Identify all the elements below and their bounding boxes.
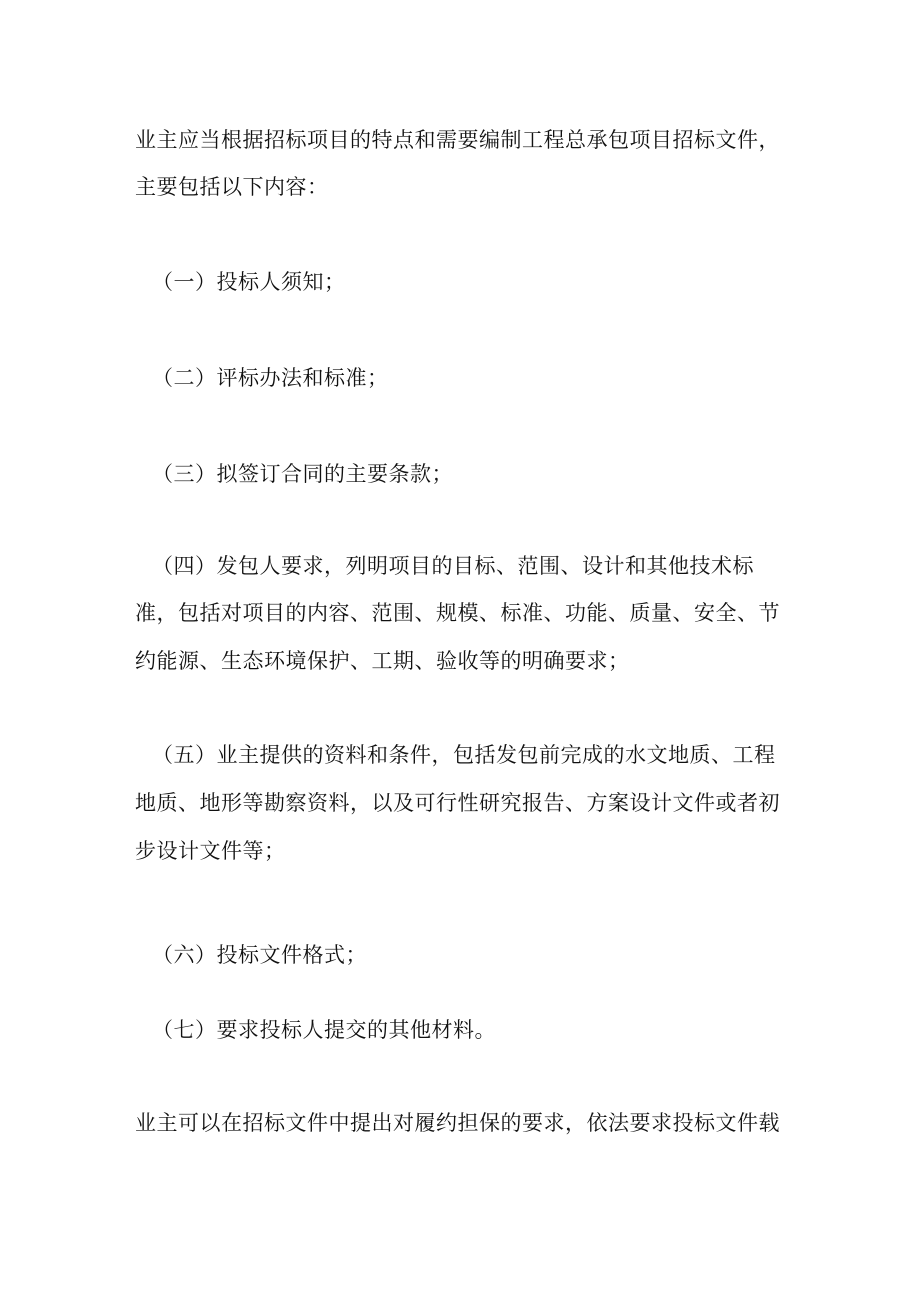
list-item-3: （三）拟签订合同的主要条款； <box>152 462 453 486</box>
list-item-5-line-2: 地质、地形等勘察资料，以及可行性研究报告、方案设计文件或者初 <box>135 791 780 815</box>
intro-line-2: 主要包括以下内容： <box>135 175 329 199</box>
list-item-4-line-1: （四）发包人要求，列明项目的目标、范围、设计和其他技术标 <box>152 554 754 578</box>
list-item-2: （二）评标办法和标准； <box>152 366 389 390</box>
list-item-7: （七）要求投标人提交的其他材料。 <box>152 1018 496 1042</box>
closing-line-1: 业主可以在招标文件中提出对履约担保的要求，依法要求投标文件载 <box>135 1111 780 1135</box>
list-item-5-line-3: 步设计文件等； <box>135 839 286 863</box>
list-item-5-line-1: （五）业主提供的资料和条件，包括发包前完成的水文地质、工程 <box>152 743 776 767</box>
list-item-6: （六）投标文件格式； <box>152 943 367 967</box>
list-item-4-line-2: 准，包括对项目的内容、范围、规模、标准、功能、质量、安全、节 <box>135 601 780 625</box>
list-item-4-line-3: 约能源、生态环境保护、工期、验收等的明确要求； <box>135 649 630 673</box>
intro-line-1: 业主应当根据招标项目的特点和需要编制工程总承包项目招标文件， <box>135 128 780 152</box>
list-item-1: （一）投标人须知； <box>152 270 346 294</box>
